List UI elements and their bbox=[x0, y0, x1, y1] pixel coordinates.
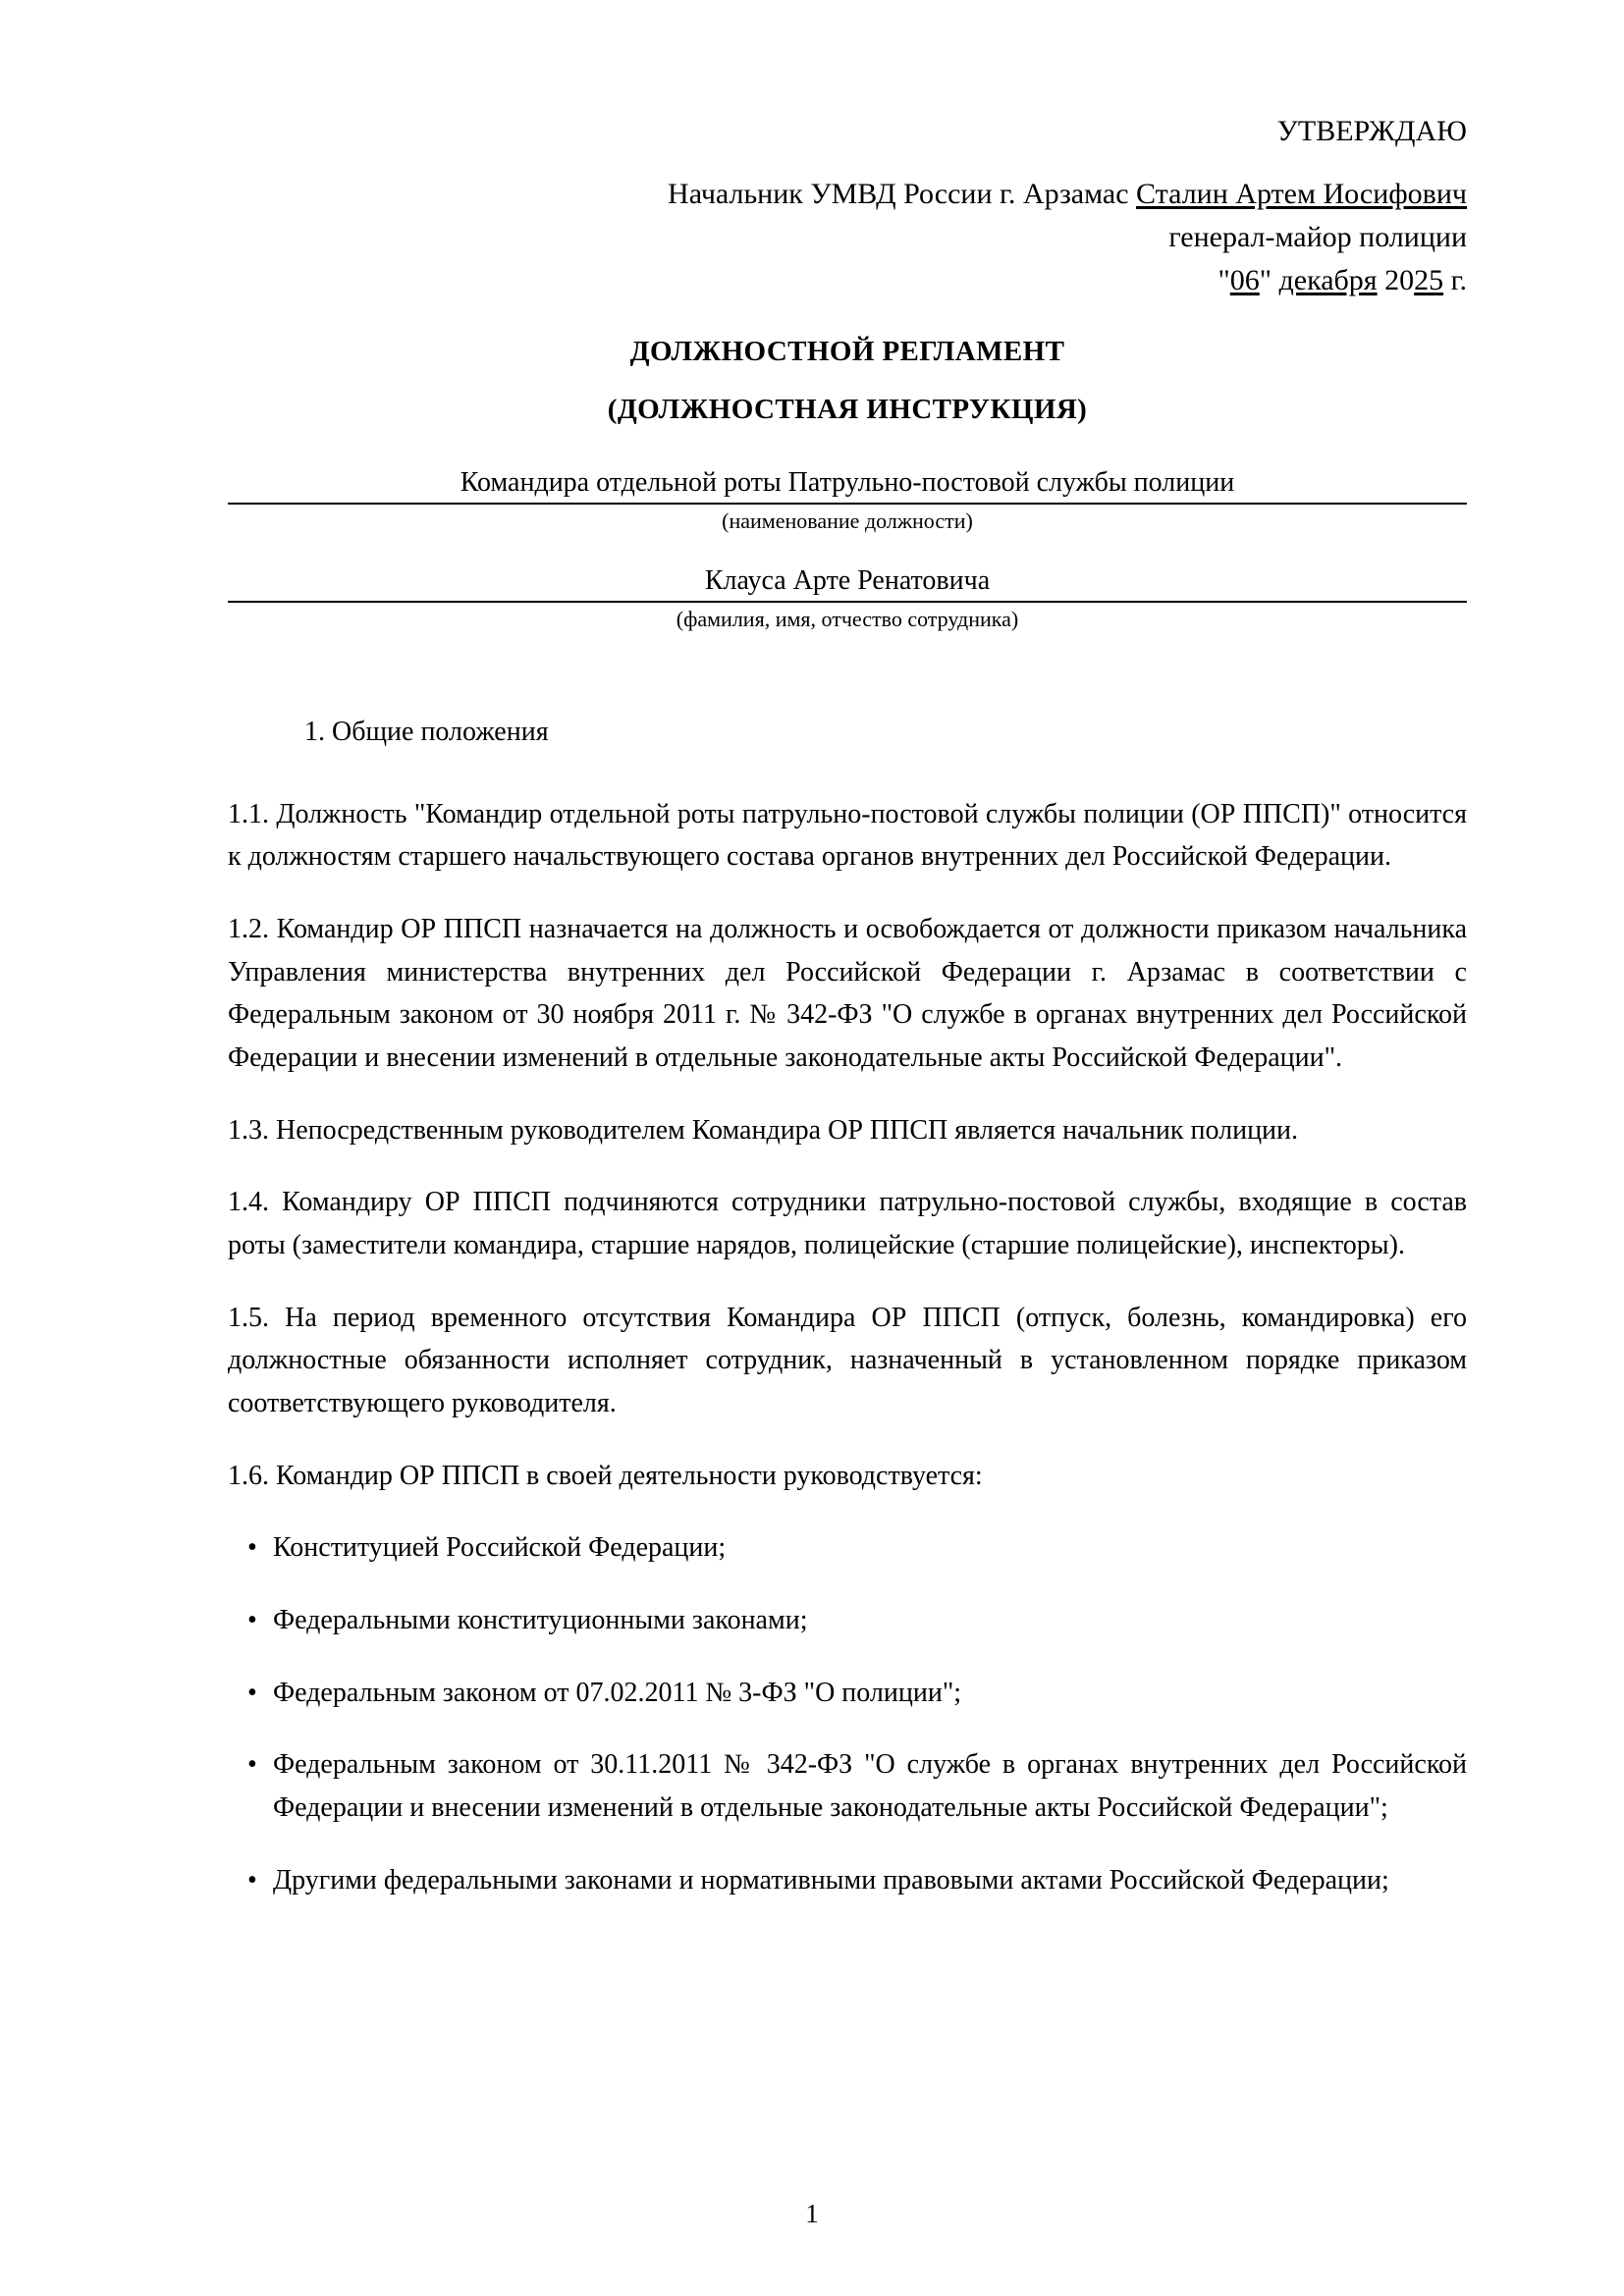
page-number: 1 bbox=[805, 2199, 819, 2228]
position-field bbox=[228, 465, 1467, 536]
page-content bbox=[228, 110, 1467, 1901]
document-title-line-2: (ДОЛЖНОСТНАЯ ИНСТРУКЦИЯ) bbox=[607, 394, 1088, 426]
paragraph-1-2: 1.2. Командир ОР ППСП назначается на должность и освобождается от должности приказом начальника Управления министерства внутренних дел Российской Федерации г. Арзамас в соответствии с Федеральным законом от 30 ноября 2011 г. № 342-ФЗ "О службе в органах внутренних дел Российской Федерации и внесении изменений в отдельные законодательные акты Российской Федерации". bbox=[228, 913, 1467, 1073]
date-year-suffix: 25 bbox=[1414, 264, 1444, 297]
bullet-icon: • bbox=[247, 1532, 257, 1564]
bullet-icon: • bbox=[247, 1677, 257, 1708]
list-item bbox=[228, 1672, 1467, 1715]
date-tail: г. bbox=[1443, 264, 1467, 297]
date-day: 06 bbox=[1229, 264, 1260, 297]
list-item bbox=[228, 1743, 1467, 1829]
approval-chief-prefix: Начальник УМВД России г. Арзамас bbox=[668, 178, 1137, 211]
approval-date-line bbox=[228, 259, 1467, 302]
list-item bbox=[228, 1599, 1467, 1642]
list-item-text: Федеральным законом от 30.11.2011 № 342-ФЗ "О службе в органах внутренних дел Российской Федерации и внесении изменений в отдельные законодательные акты Российской Федерации"; bbox=[273, 1749, 1467, 1823]
bullet-icon: • bbox=[247, 1864, 257, 1896]
approval-chief-line bbox=[228, 173, 1467, 216]
approval-rank: генерал-майор полиции bbox=[1168, 221, 1467, 254]
section-heading-general-provisions: 1. Общие положения bbox=[304, 716, 549, 747]
paragraph-1-4: 1.4. Командиру ОР ППСП подчиняются сотрудники патрульно-постовой службы, входящие в состав роты (заместители командира, старшие нарядов, полицейские (старшие полицейские), инспекторы). bbox=[228, 1187, 1467, 1260]
employee-name-caption: (фамилия, имя, отчество сотрудника) bbox=[676, 606, 1019, 631]
document-title-line-1: ДОЛЖНОСТНОЙ РЕГЛАМЕНТ bbox=[629, 336, 1065, 368]
list-item-text: Федеральным законом от 07.02.2011 № 3-ФЗ "О полиции"; bbox=[273, 1677, 962, 1708]
date-month: декабря bbox=[1278, 264, 1378, 297]
date-year-prefix: 20 bbox=[1377, 264, 1415, 297]
date-quote-open: " bbox=[1218, 264, 1230, 297]
paragraph-1-5: 1.5. На период временного отсутствия Командира ОР ППСП (отпуск, болезнь, командировка) его должностные обязанности исполняет сотрудник, назначенный в установленном порядке приказом соответствующего руководителя. bbox=[228, 1302, 1467, 1418]
employee-name-field bbox=[228, 563, 1467, 634]
approval-block bbox=[228, 110, 1467, 302]
governing-documents-list bbox=[228, 1526, 1467, 1901]
paragraph-1-6: 1.6. Командир ОР ППСП в своей деятельности руководствуется: bbox=[228, 1460, 983, 1491]
date-quote-close: " bbox=[1259, 264, 1279, 297]
employee-name-value: Клауса Арте Ренатовича bbox=[228, 563, 1467, 603]
position-caption: (наименование должности) bbox=[722, 508, 973, 534]
list-item bbox=[228, 1526, 1467, 1570]
position-value: Командира отдельной роты Патрульно-постовой службы полиции bbox=[228, 465, 1467, 505]
paragraph-1-3: 1.3. Непосредственным руководителем Командира ОР ППСП является начальник полиции. bbox=[228, 1114, 1299, 1146]
list-item-text: Федеральными конституционными законами; bbox=[273, 1604, 808, 1635]
bullet-icon: • bbox=[247, 1749, 257, 1781]
approval-chief-name: Сталин Артем Иосифович bbox=[1136, 178, 1467, 211]
paragraph-1-1: 1.1. Должность "Командир отдельной роты патрульно-постовой службы полиции (ОР ППСП)" относится к должностям старшего начальствующего состава органов внутренних дел Российской Федерации. bbox=[228, 798, 1467, 873]
approval-label: УТВЕРЖДАЮ bbox=[1276, 115, 1467, 147]
list-item-text: Другими федеральными законами и нормативными правовыми актами Российской Федерации; bbox=[273, 1864, 1389, 1896]
bullet-icon: • bbox=[247, 1604, 257, 1635]
list-item-text: Конституцией Российской Федерации; bbox=[273, 1532, 727, 1564]
list-item bbox=[228, 1859, 1467, 1902]
